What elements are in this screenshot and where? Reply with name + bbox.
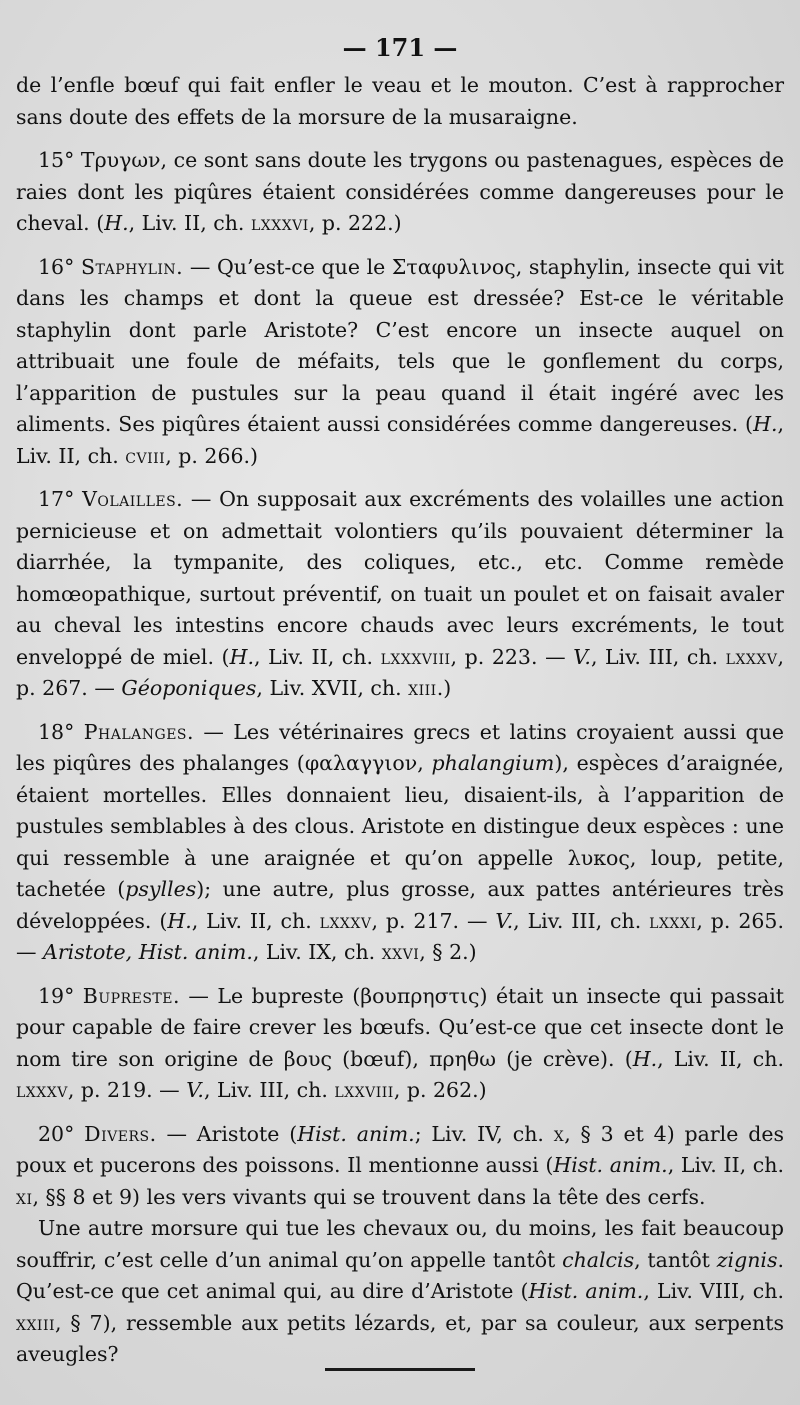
paragraph-15 (16, 145, 784, 240)
reference: H. (229, 644, 254, 669)
reference: Hist. anim. (553, 1153, 668, 1177)
text-run: , Liv. II, ch. (191, 908, 320, 933)
greek-term: βους (283, 1046, 332, 1071)
text-run: , §§ 8 et 9) les vers vivants qui se trouvent dans la tête des cerfs. (32, 1184, 706, 1209)
roman-numeral: lxxxi (649, 908, 697, 933)
text-run: , § 2.) (419, 940, 477, 964)
roman-numeral: lxxxv (725, 644, 778, 669)
roman-numeral: lxxxviii (380, 644, 451, 669)
roman-numeral: xi (16, 1184, 33, 1209)
reference: H. (167, 908, 192, 933)
roman-numeral: lxxxvi (250, 211, 309, 235)
item-number: 15° (38, 148, 75, 172)
text-run (424, 751, 432, 775)
reference: V. (573, 644, 591, 669)
text-run: ), espèces d’araignée, étaient mortelles. Elles donnaient lieu, disaient-ils, à l’apparition de pustules semblables à des clous. Aristote en distingue deux espèces : une qui ressemble à une araignée et qu’on appelle (16, 751, 784, 870)
text-run: , Liv. III, ch. (590, 644, 726, 669)
paragraph-18 (16, 717, 784, 969)
text-run: , Liv. VIII, ch. (643, 1279, 784, 1303)
text-run: , § 7), ressemble aux petits lézards, et, par sa couleur, aux serpents aveugles? (16, 1310, 784, 1366)
reference: H. (104, 211, 129, 235)
roman-numeral: xxvi (381, 940, 420, 964)
roman-numeral: xiii (408, 676, 437, 700)
text-run: , tantôt (634, 1247, 717, 1272)
greek-term: λυκος, (567, 845, 637, 870)
greek-term: φαλαγγιον, (304, 751, 424, 775)
item-number: 16° (38, 254, 75, 279)
roman-numeral: lxxxv (16, 1078, 68, 1102)
latin-term: phalangium (431, 751, 555, 775)
text-run: loup, petite, tachetée ( (16, 845, 784, 901)
paragraph-continuation (16, 70, 784, 133)
section-title: Divers. (84, 1121, 157, 1146)
page-number: — 171 — (342, 33, 458, 62)
text-run: ; Liv. IV, ch. (414, 1121, 554, 1146)
item-number: 20° (38, 1121, 75, 1146)
reference: H. (753, 412, 778, 436)
text-run: , Liv. II, ch. (253, 644, 381, 669)
text-run: , Liv. II, ch. (128, 211, 251, 235)
text-run: ce sont sans doute les trygons ou pastenagues, espèces de raies dont les piqûres étaient considérées comme dangereuses pour le cheval. ( (16, 148, 784, 235)
text-run: , Liv. II, ch. (16, 412, 784, 468)
text-run: .) (436, 676, 452, 700)
roman-numeral: lxxviii (334, 1078, 394, 1102)
reference: Hist. anim. (297, 1121, 415, 1146)
paragraph-16 (16, 252, 784, 473)
paragraph-17 (16, 484, 784, 705)
greek-term: πρηθω (429, 1046, 496, 1071)
paragraph-21 (16, 1213, 784, 1371)
text-run: , Liv. XVII, ch. (256, 676, 409, 700)
text-run: Une autre morsure qui tue les chevaux ou, du moins, les fait beaucoup souffrir, c’est celle d’un animal qu’on appelle tantôt (16, 1216, 784, 1272)
paragraph-text: de l’enfle bœuf qui fait enfler le veau et le mouton. C’est à rapprocher sans doute des effets de la morsure de la musaraigne. (16, 73, 784, 129)
text-run: ) était un insecte qui passait pour capable de faire crever les bœufs. Qu’est-ce que cet insecte dont le nom tire son origine de (16, 983, 784, 1071)
text-run: , § 3 et 4) parle des poux et pucerons des poissons. Il mentionne aussi ( (16, 1121, 784, 1177)
text-run: , p. 222.) (308, 211, 402, 235)
text-run: , p. 219. — (67, 1078, 187, 1102)
section-title: Phalanges. (83, 719, 195, 744)
item-number: 18° (38, 719, 75, 744)
text-run: — On supposait aux excréments des volailles une action pernicieuse et on admettait volontiers qu’ils pouvaient déterminer la diarrhée, la tympanite, des coliques, etc., etc. Comme remède homœopathique, surtout préventif, on tuait un poulet et on faisait avaler au cheval les intestins encore chauds avec leurs excréments, le tout enveloppé de miel. ( (16, 487, 784, 669)
reference: V. (186, 1078, 204, 1102)
text-run: staphylin, insecte qui vit dans les champs et dont la queue est dressée? Est-ce le véritable staphylin dont parle Aristote? C’est encore un insecte auquel on attribuait une foule de méfaits, tels que le gonflement du corps, l’apparition de pustules sur la peau quand il était ingéré avec les aliments. Ses piqûres étaient aussi considérées comme dangereuses. ( (16, 254, 784, 436)
text-run: , Liv. III, ch. (203, 1078, 335, 1102)
section-title: Volailles. (82, 487, 184, 511)
section-title: Staphylin. (80, 254, 184, 279)
reference: H. (632, 1046, 658, 1071)
text-run: — Aristote ( (156, 1121, 298, 1146)
latin-term: chalcis (562, 1247, 635, 1272)
roman-numeral: x (553, 1121, 565, 1146)
text-run: — Le bupreste ( (180, 983, 361, 1008)
text-run: , p. 223. — (450, 644, 574, 669)
text-run: , Liv. IX, ch. (252, 940, 382, 964)
latin-term: zignis (716, 1247, 778, 1272)
reference: Aristote, Hist. anim. (43, 940, 253, 964)
item-number: 19° (38, 983, 75, 1008)
text-run: , Liv. III, ch. (513, 908, 650, 933)
latin-term: psylles (125, 877, 197, 901)
text-run: — Qu’est-ce que le (183, 254, 392, 279)
greek-term: βουπρηστις (360, 983, 480, 1008)
paragraph-19 (16, 981, 784, 1107)
roman-numeral: lxxxv (319, 908, 372, 933)
text-run: , p. 262.) (393, 1078, 487, 1102)
text-run: (je crève). ( (495, 1046, 633, 1071)
text-run: , p. 265. — (16, 908, 784, 964)
reference: V. (495, 908, 514, 933)
text-run: — Les vétérinaires grecs et latins croyaient aussi que les piqûres des phalanges ( (16, 719, 784, 775)
roman-numeral: xxiii (16, 1310, 56, 1335)
end-rule (325, 1368, 475, 1371)
text-run: , p. 266.) (165, 443, 259, 468)
greek-term: Σταφυλινος, (391, 254, 523, 279)
text-run: , p. 217. — (371, 908, 496, 933)
text-run: ); une autre, plus grosse, aux pattes antérieures très développées. ( (16, 877, 784, 933)
paragraph-20 (16, 1119, 784, 1214)
text-run: , Liv. II, ch. (667, 1153, 784, 1177)
item-number: 17° (38, 487, 75, 511)
section-title: Bupreste. (82, 983, 180, 1008)
reference: Géoponiques (121, 676, 257, 700)
greek-term: Τρυγων, (80, 148, 168, 172)
roman-numeral: cviii (125, 443, 166, 468)
text-run: . Qu’est-ce que cet animal qui, au dire d’Aristote ( (16, 1247, 785, 1303)
text-run: (bœuf), (331, 1046, 430, 1071)
reference: Hist. anim. (528, 1279, 644, 1303)
text-run: , p. 267. — (16, 644, 785, 700)
text-run: , Liv. II, ch. (657, 1046, 784, 1071)
